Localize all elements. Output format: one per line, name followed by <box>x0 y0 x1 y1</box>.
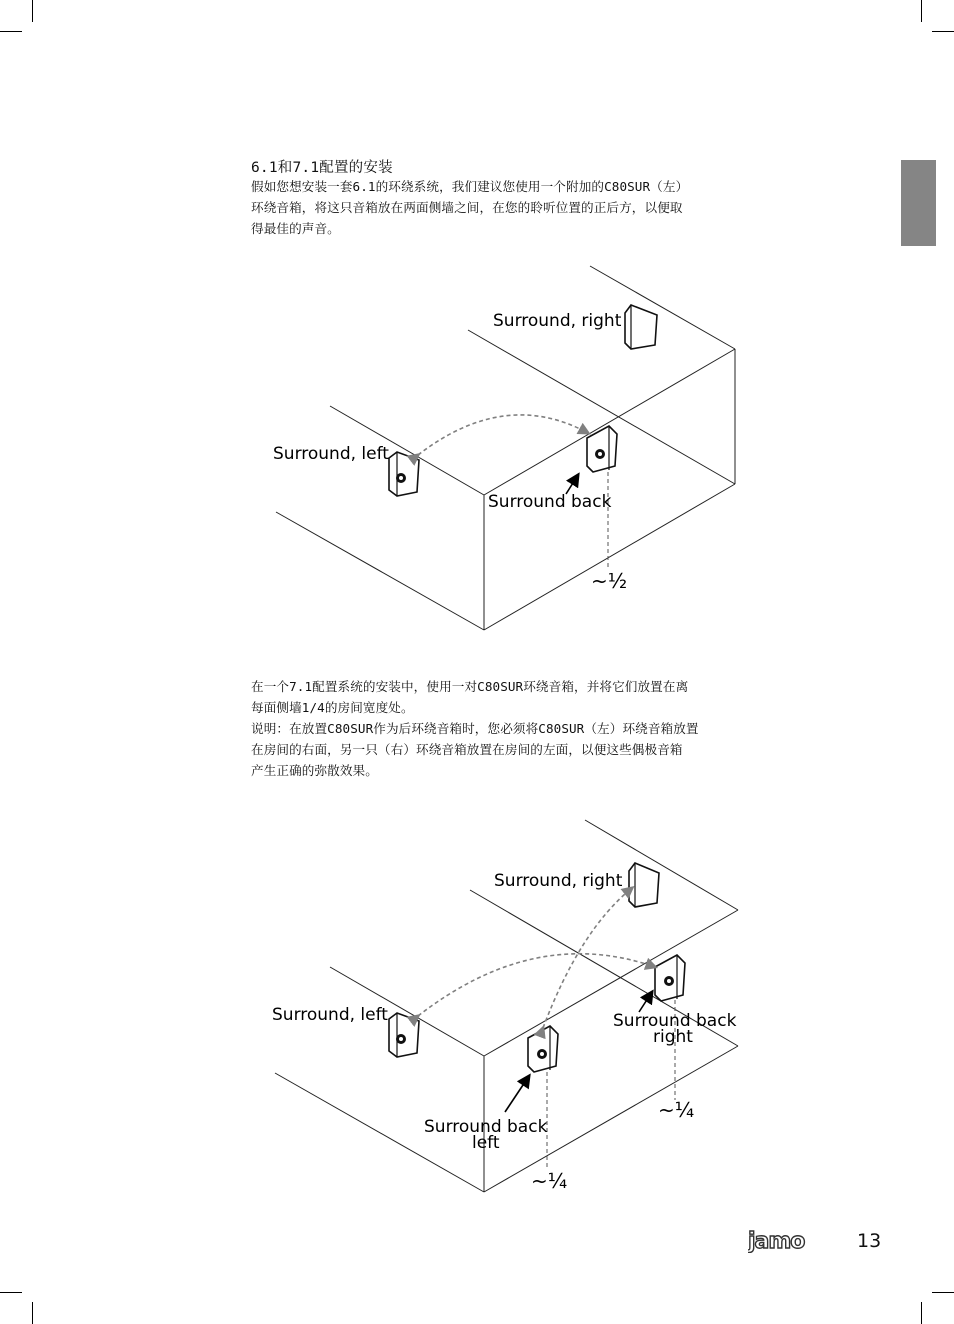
crop-mark <box>0 1292 22 1293</box>
label-distance-quarter: ~¼ <box>531 1169 568 1193</box>
speaker-surround-back-right-icon <box>655 955 685 1001</box>
pointer-arrow <box>639 992 652 1012</box>
text-line: 环绕音箱，将这只音箱放在两面侧墙之间，在您的聆听位置的正后方，以便取 <box>251 200 683 215</box>
section2-paragraph <box>251 676 766 781</box>
speaker-surround-left-icon <box>389 452 419 496</box>
crop-mark <box>0 31 22 32</box>
logo-text: jamo <box>748 1229 805 1253</box>
label-surround-right: Surround, right <box>493 311 622 331</box>
label-distance-quarter: ~¼ <box>658 1098 695 1122</box>
text-line: 每面侧墙1/4的房间宽度处。 <box>251 700 414 715</box>
label-surround-back-right: Surround back <box>613 1011 737 1031</box>
text-line: 产生正确的弥散效果。 <box>251 763 378 778</box>
label-distance-half: ~½ <box>591 569 628 593</box>
text-line: 说明：在放置C80SUR作为后环绕音箱时，您必须将C80SUR（左）环绕音箱放置 <box>251 721 699 736</box>
jamo-logo <box>748 1229 828 1253</box>
section1-paragraph <box>251 176 766 239</box>
label-surround-back-right: right <box>653 1027 693 1047</box>
page-number: 13 <box>857 1230 882 1252</box>
text-line: 在一个7.1配置系统的安装中，使用一对C80SUR环绕音箱，并将它们放置在离 <box>251 679 689 694</box>
section-tab <box>901 160 936 246</box>
section-heading: 6.1和7.1配置的安装 <box>251 160 393 176</box>
text-line: 假如您想安装一套6.1的环绕系统，我们建议您使用一个附加的C80SUR（左） <box>251 179 689 194</box>
crop-mark <box>32 1302 33 1324</box>
dispersion-arc-left <box>418 954 655 1016</box>
crop-mark <box>921 0 922 22</box>
speaker-surround-left-icon <box>389 1013 419 1057</box>
crop-mark <box>932 1292 954 1293</box>
crop-mark <box>921 1302 922 1324</box>
crop-mark <box>932 31 954 32</box>
label-surround-back-left: Surround back <box>424 1117 548 1137</box>
label-surround-back: Surround back <box>488 492 612 512</box>
text-line: 得最佳的声音。 <box>251 221 340 236</box>
text-line: 在房间的右面，另一只（右）环绕音箱放置在房间的左面，以便这些偶极音箱 <box>251 742 683 757</box>
pointer-arrow <box>505 1076 529 1112</box>
speaker-surround-back-left-icon <box>528 1026 558 1072</box>
speaker-surround-right-icon <box>629 863 659 907</box>
diagram-7-1-layout <box>0 810 954 1210</box>
label-surround-left: Surround, left <box>273 444 389 464</box>
speaker-surround-right-icon <box>625 305 657 349</box>
label-surround-left: Surround, left <box>272 1005 388 1025</box>
label-surround-right: Surround, right <box>494 871 623 891</box>
crop-mark <box>32 0 33 22</box>
diagram-6-1-layout <box>0 250 954 650</box>
label-surround-back-left: left <box>472 1133 500 1153</box>
